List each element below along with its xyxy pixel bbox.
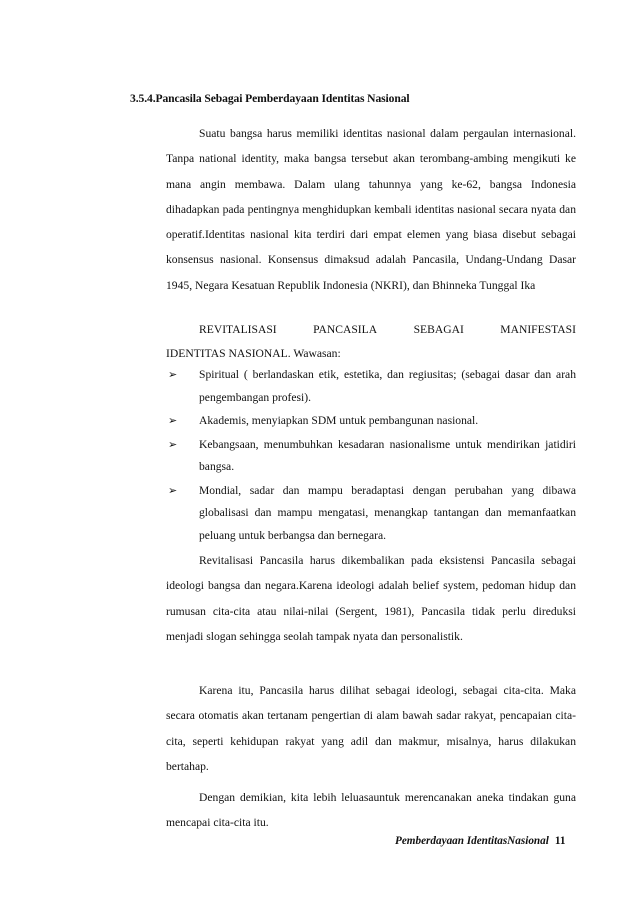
list-item xyxy=(166,480,576,548)
list-item-text: Kebangsaan, menumbuhkan kesadaran nasionalisme untuk mendirikan jatidiri bangsa. xyxy=(199,437,576,473)
arrow-bullet-icon: ➢ xyxy=(168,368,178,381)
list-item xyxy=(166,364,576,409)
revitalisasi-block xyxy=(166,317,576,367)
revitalisasi-title-word: PANCASILA xyxy=(313,323,378,336)
paragraph-revitalisasi: Revitalisasi Pancasila harus dikembalikan pada eksistensi Pancasila sebagai ideologi bangsa dan negara.Karena ideologi adalah belief system, pedoman hidup dan rumusan cita-cita atau nilai-nilai (Sergent, 1981), Pancasila tidak perlu direduksi menjadi slogan sehingga seolah tampak nyata dan personalistik. xyxy=(166,554,576,643)
revitalisasi-title-word: SEBAGAI xyxy=(413,323,464,336)
section-heading: 3.5.4.Pancasila Sebagai Pemberdayaan Identitas Nasional xyxy=(130,92,410,105)
page-number: 11 xyxy=(554,835,566,847)
arrow-bullet-icon: ➢ xyxy=(168,414,178,427)
list-item-text: Spiritual ( berlandaskan etik, estetika, dan regiusitas; (sebagai dasar dan arah pengembangan profesi). xyxy=(199,368,576,404)
paragraph-ideologi: Karena itu, Pancasila harus dilihat sebagai ideologi, sebagai cita-cita. Maka secara otomatis akan tertanam pengertian di alam bawah sadar rakyat, pencapaian cita- cita, seperti kehidupan rakyat yang adil dan makmur, misalnya, harus dilakukan bertahap. xyxy=(166,684,576,773)
arrow-bullet-icon: ➢ xyxy=(168,437,178,451)
list-item xyxy=(166,434,576,479)
list-item-text: Akademis, menyiapkan SDM untuk pembangunan nasional. xyxy=(199,414,479,427)
revitalisasi-title xyxy=(166,317,576,342)
page-footer xyxy=(395,835,565,847)
paragraph-kesimpulan: Dengan demikian, kita lebih leluasauntuk merencanakan aneka tindakan guna mencapai cita-cita itu. xyxy=(166,791,576,830)
paragraph-identitas-nasional: Suatu bangsa harus memiliki identitas nasional dalam pergaulan internasional. Tanpa national identity, maka bangsa tersebut akan terombang-ambing mengikuti ke mana angin membawa. Dalam ulang tahunnya yang ke-62, bangsa Indonesia dihadapkan pada pentingnya menghidupkan kembali identitas nasional secara nyata dan operatif.Identitas nasional kita terdiri dari empat elemen yang biasa disebut sebagai konsensus nasional. Konsensus dimaksud adalah Pancasila, Undang-Undang Dasar 1945, Negara Kesatuan Republik Indonesia (NKRI), dan Bhinneka Tunggal Ika xyxy=(166,127,576,292)
arrow-bullet-icon: ➢ xyxy=(168,483,178,497)
list-item-text: Mondial, sadar dan mampu beradaptasi dengan perubahan yang dibawa globalisasi dan mampu mengatasi, menangkap tantangan dan memanfaatkan peluang untuk berbangsa dan bernegara. xyxy=(199,483,576,542)
footer-title: Pemberdayaan IdentitasNasional xyxy=(395,835,549,847)
revitalisasi-subtitle: IDENTITAS NASIONAL. Wawasan: xyxy=(166,347,341,361)
list-item xyxy=(166,410,576,433)
revitalisasi-title-word: REVITALISASI xyxy=(199,323,277,336)
revitalisasi-title-word: MANIFESTASI xyxy=(500,323,576,336)
wawasan-list xyxy=(166,364,576,548)
